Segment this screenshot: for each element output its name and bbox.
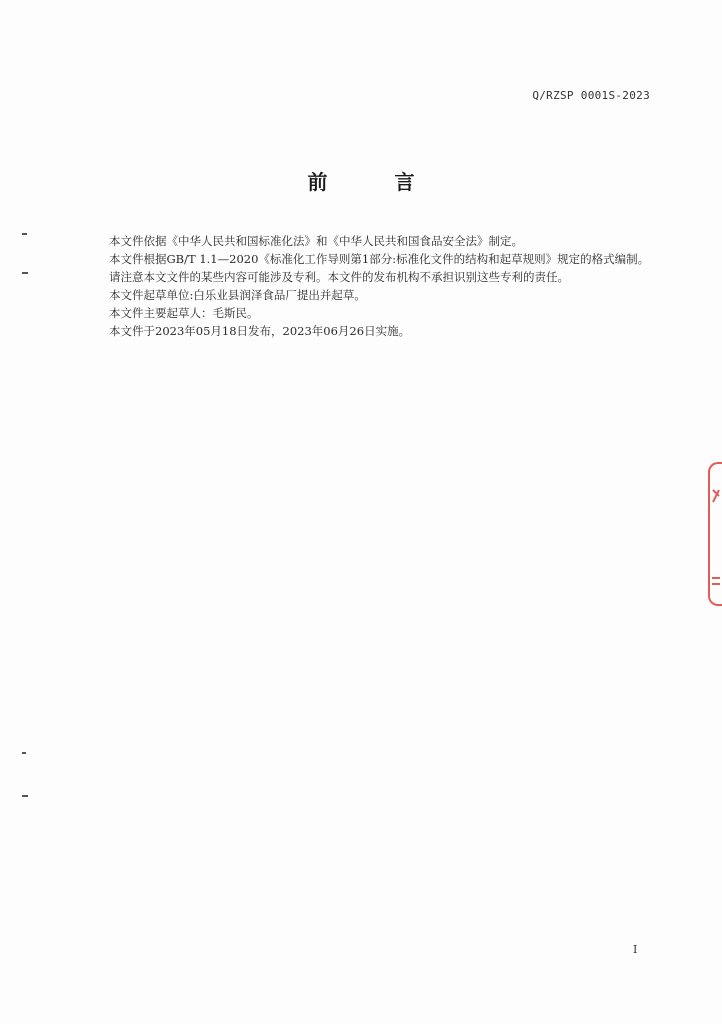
paragraph-drafting-unit: 本文件起草单位:白乐业县润泽食品厂提出并起草。 [109, 288, 366, 302]
margin-mark [22, 272, 28, 274]
page-number: I [633, 943, 638, 956]
document-code: Q/RZSP 0001S-2023 [532, 89, 650, 102]
paragraph-release-dates: 本文件于2023年05月18日发布，2023年06月26日实施。 [109, 324, 411, 338]
seal-stamp-glyph [711, 574, 721, 590]
margin-mark [22, 752, 26, 754]
margin-mark [22, 233, 27, 235]
paragraph-legal-basis: 本文件依据《中华人民共和国标准化法》和《中华人民共和国食品安全法》制定。 [109, 234, 523, 248]
page-title: 前 言 [307, 170, 445, 194]
paragraph-format-standard: 本文件根据GB/T 1.1—2020《标准化工作导则第1部分:标准化文件的结构和起草规则》规定的格式编制。 [109, 252, 650, 266]
paragraph-main-drafter: 本文件主要起草人：毛斯民。 [109, 306, 259, 320]
seal-stamp-glyph [711, 488, 721, 506]
margin-mark [22, 795, 28, 797]
seal-fragment-icon [711, 574, 721, 588]
seal-fragment-icon [711, 488, 721, 504]
foreword-body [86, 232, 656, 340]
paragraph-patent-notice: 请注意本文文件的某些内容可能涉及专利。本文件的发布机构不承担识别这些专利的责任。 [109, 270, 569, 284]
